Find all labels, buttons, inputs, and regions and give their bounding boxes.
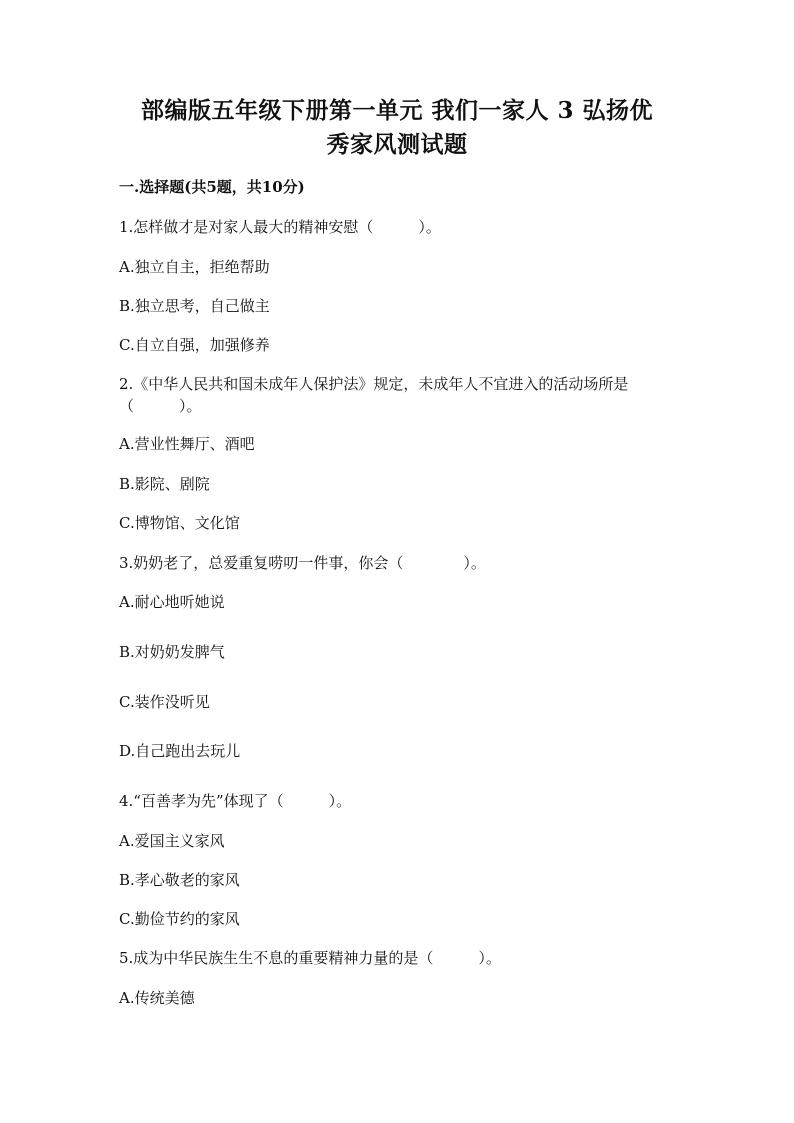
page-title-line-1: 部编版五年级下册第一单元 我们一家人 3 弘扬优 <box>140 97 654 124</box>
question-4-option-c: C.勤俭节约的家风 <box>119 910 240 928</box>
question-5-option-a: A.传统美德 <box>119 989 195 1007</box>
question-5-stem: 5.成为中华民族生生不息的重要精神力量的是（ ）。 <box>119 949 501 967</box>
question-2-stem-line-1: 2.《中华人民共和国未成年人保护法》规定，未成年人不宜进入的活动场所是 <box>119 375 629 393</box>
section-heading: 一.选择题(共5题，共10分) <box>119 178 305 196</box>
question-4-option-a: A.爱国主义家风 <box>119 832 225 850</box>
question-3-option-c: C.装作没听见 <box>119 693 210 711</box>
question-3-option-d: D.自己跑出去玩儿 <box>119 742 241 760</box>
question-1-stem: 1.怎样做才是对家人最大的精神安慰（ ）。 <box>119 218 441 236</box>
question-1-option-a: A.独立自主，拒绝帮助 <box>119 258 270 276</box>
question-2-option-b: B.影院、剧院 <box>119 475 210 493</box>
page-title-line-2: 秀家风测试题 <box>326 131 468 158</box>
question-2-option-a: A.营业性舞厅、酒吧 <box>119 435 255 453</box>
question-2-stem-line-2: （ ）。 <box>119 397 202 415</box>
question-3-stem: 3.奶奶老了，总爱重复唠叨一件事，你会（ ）。 <box>119 554 486 572</box>
question-4-stem: 4.“百善孝为先”体现了（ ）。 <box>119 792 352 810</box>
question-2-option-c: C.博物馆、文化馆 <box>119 514 240 532</box>
question-3-option-b: B.对奶奶发脾气 <box>119 643 225 661</box>
question-1-option-b: B.独立思考，自己做主 <box>119 297 270 315</box>
question-4-option-b: B.孝心敬老的家风 <box>119 871 240 889</box>
question-1-option-c: C.自立自强，加强修养 <box>119 336 270 354</box>
question-3-option-a: A.耐心地听她说 <box>119 593 225 611</box>
